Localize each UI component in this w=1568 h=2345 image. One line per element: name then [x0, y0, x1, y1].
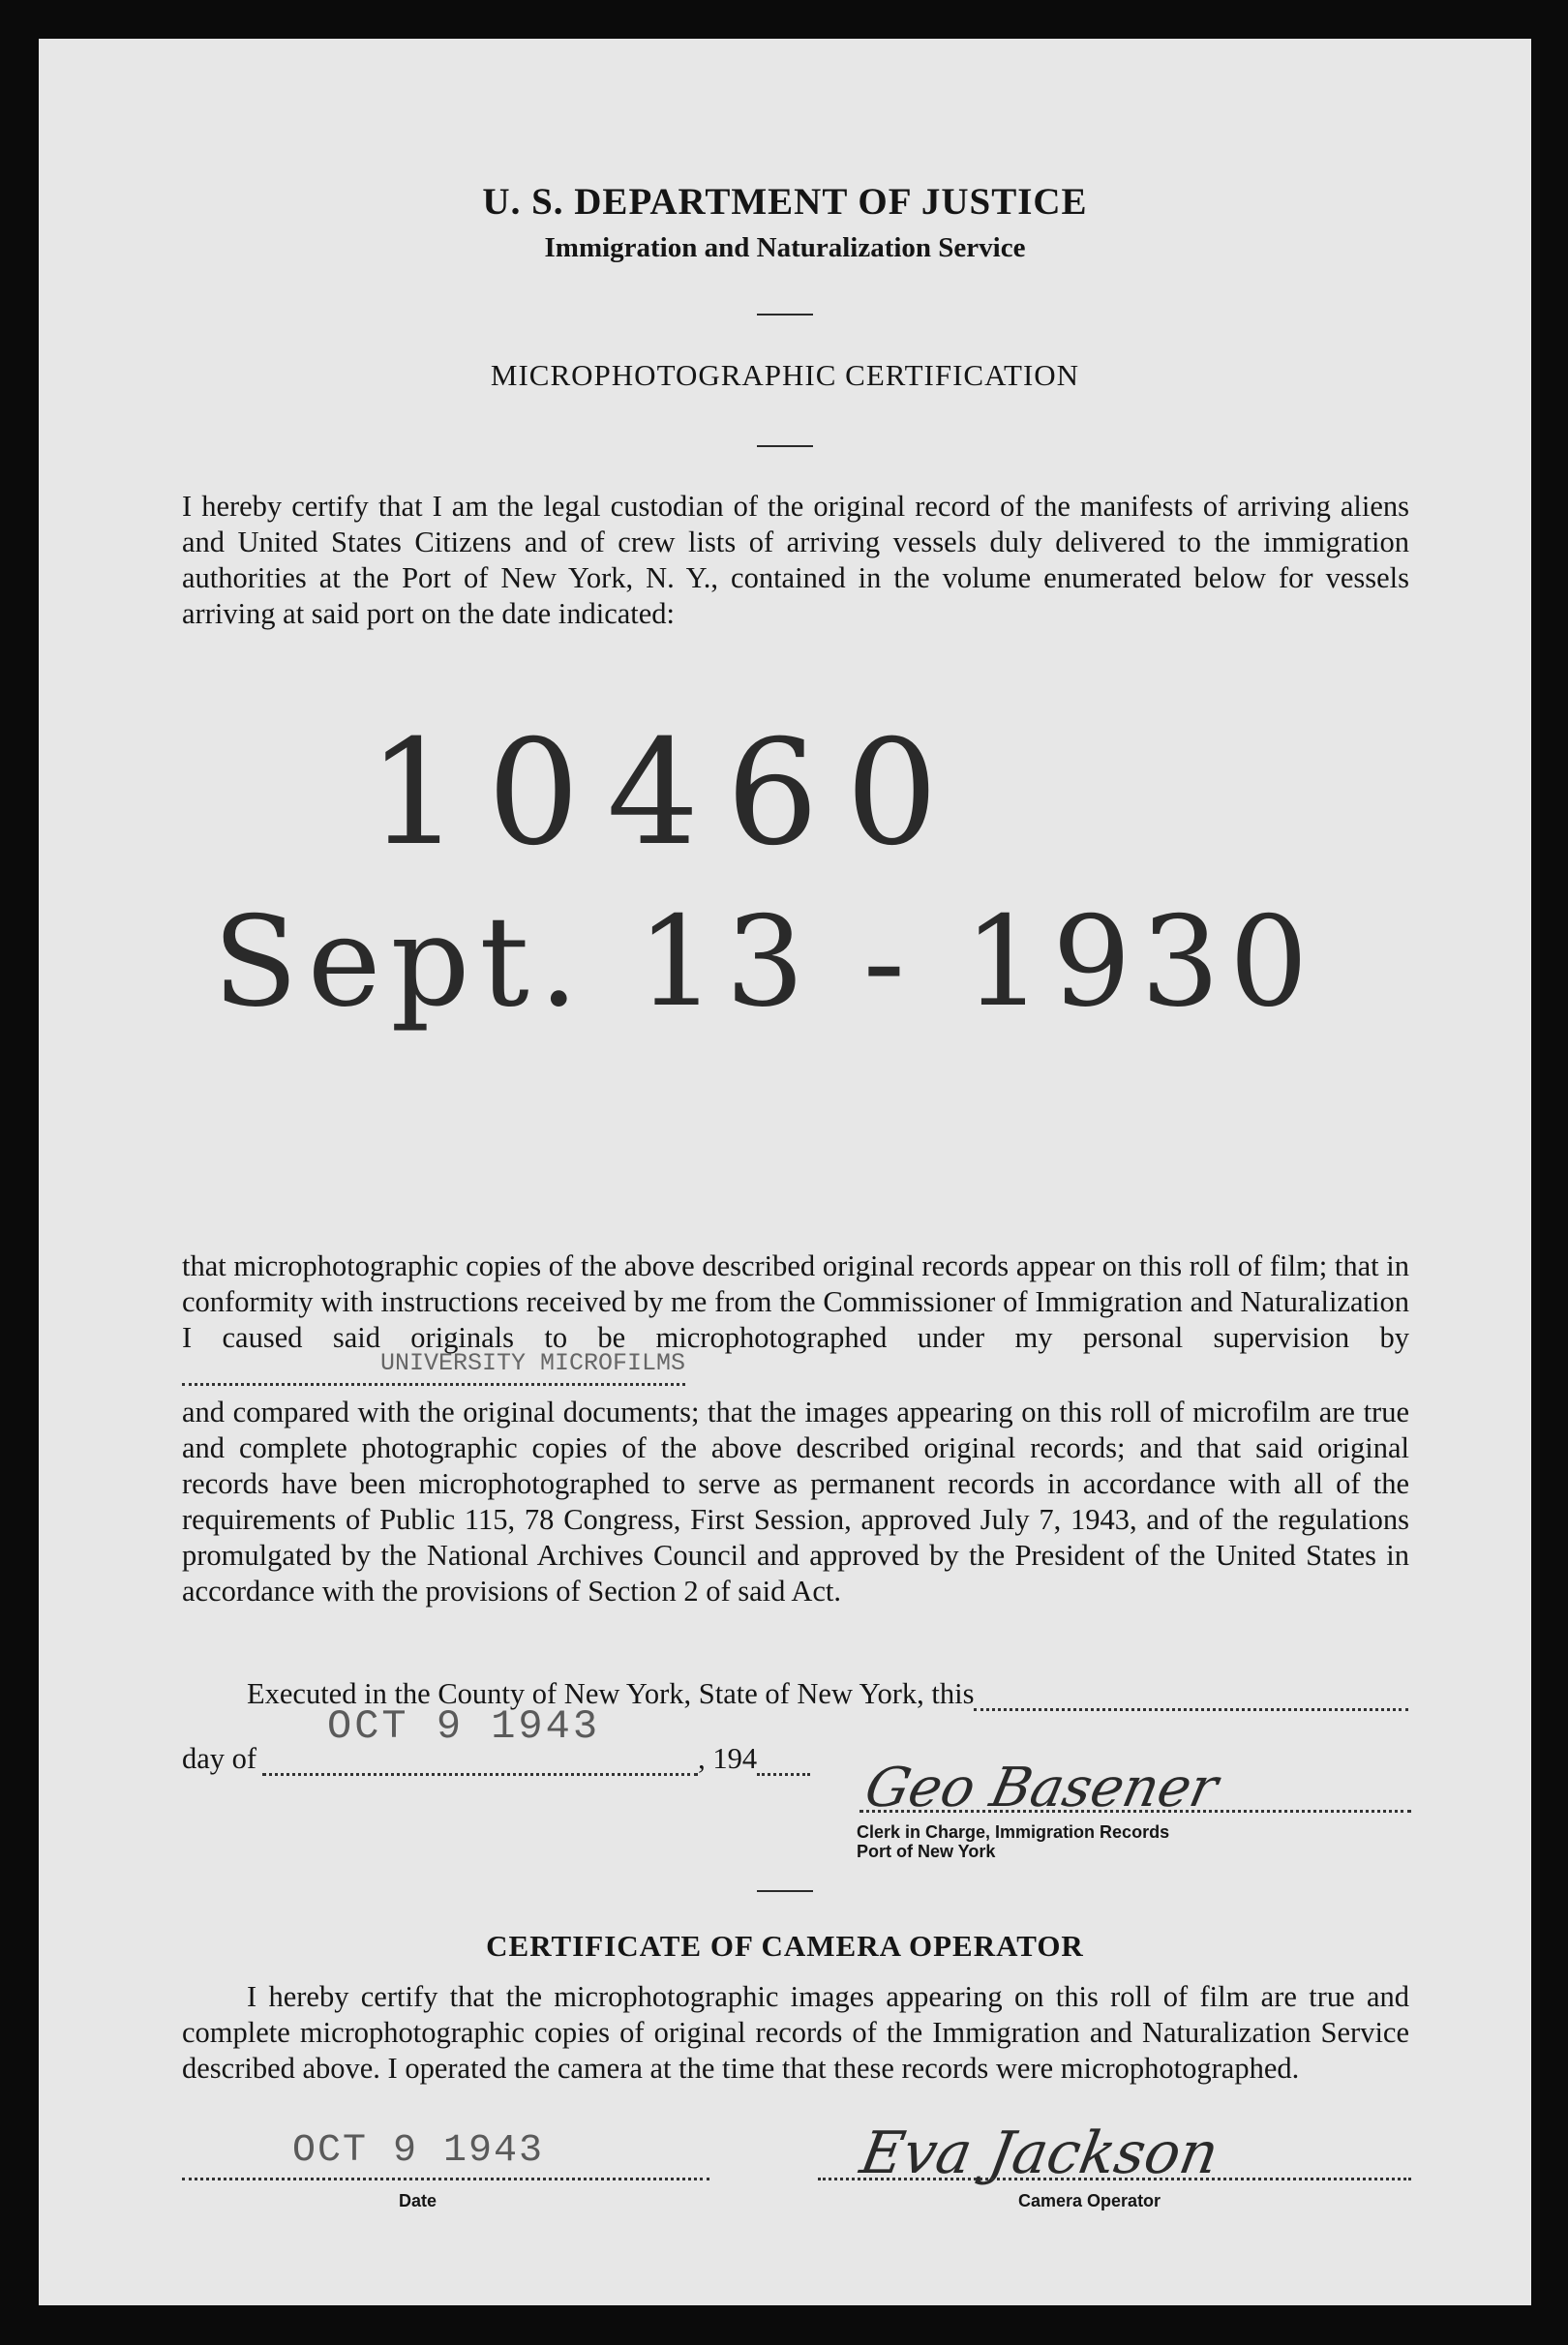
operator-signature: Eva Jackson: [855, 2120, 1224, 2187]
intro-paragraph: I hereby certify that I am the legal custodian of the original record of the manifests of arriving aliens and United States Citizens and of crew lists of arriving vessels duly delivered to the immigration authorities at the Port of New York, N. Y., contained in the volume enumerated below for vessels arriving at said port on the date indicated:: [182, 490, 1409, 630]
day-of-dotted-line: [262, 1748, 698, 1776]
clerk-signature: Geo Basener: [859, 1757, 1223, 1819]
form-title: MICROPHOTOGRAPHIC CERTIFICATION: [490, 358, 1080, 392]
operator-label: Camera Operator: [1018, 2191, 1161, 2210]
clerk-title-line1: Clerk in Charge, Immigration Records: [857, 1822, 1170, 1842]
volume-number-handwritten: 10460: [368, 709, 966, 878]
camera-date-stamp: OCT 9 1943: [292, 2129, 545, 2173]
photographer-stamp: UNIVERSITY MICROFILMS: [379, 1349, 685, 1377]
department-title: U. S. DEPARTMENT OF JUSTICE: [482, 181, 1088, 223]
camera-certificate-paragraph: I hereby certify that the microphotographic images appearing on this roll of film are true and complete microphotographic copies of original records of the Immigration and Naturalization Service described above. I operated the camera at the time that these records were microphotographed.: [182, 1980, 1409, 2085]
executed-date-stamp: OCT 9 1943: [327, 1703, 601, 1750]
operator-signature-line: [818, 2158, 1411, 2180]
volume-date-handwritten: Sept. 13 - 1930: [213, 890, 1318, 1035]
camera-date-line: [182, 2158, 709, 2180]
clerk-title-line2: Port of New York: [857, 1842, 996, 1861]
certificate-page: [39, 39, 1531, 2305]
clerk-signature-line: [859, 1790, 1411, 1813]
executed-dotted-line: [974, 1683, 1408, 1711]
executed-text: Executed in the County of New York, State of New York, this: [247, 1677, 975, 1710]
body-part-1: that microphotographic copies of the above described original records appear on this roll of film; that in conformity with instructions received by me from the Commissioner of Immigration and Naturalization I caused said originals to be microphotographed under my personal supervision by: [182, 1249, 1409, 1354]
divider-top: [757, 314, 813, 316]
service-subtitle: Immigration and Naturalization Service: [544, 232, 1026, 263]
body-paragraph-1: [182, 1248, 1409, 1395]
year-dotted-line: [757, 1748, 810, 1776]
divider-middle: [757, 445, 813, 447]
clerk-title: [857, 1822, 1169, 1861]
day-of-label: day of: [182, 1742, 257, 1775]
certification-intro: [182, 489, 1409, 632]
year-prefix: , 194: [698, 1742, 758, 1775]
camera-certificate-body: [182, 1979, 1409, 2087]
body-paragraph-2: and compared with the original documents; that the images appearing on this roll of microfilm are true and complete photographic copies of the above described original records; and that said original records have been microphotographed to serve as permanent records in accordance with all of the requirements of Public 115, 78 Congress, First Session, approved July 7, 1943, and of the regulations promulgated by the National Archives Council and approved by the President of the United States in accordance with the provisions of Section 2 of said Act.: [182, 1396, 1409, 1608]
photographer-field: [182, 1349, 685, 1386]
camera-certificate-title: CERTIFICATE OF CAMERA OPERATOR: [486, 1929, 1084, 1963]
camera-date-label: Date: [399, 2191, 437, 2210]
divider-bottom: [757, 1890, 813, 1892]
certification-body: [182, 1248, 1409, 1609]
